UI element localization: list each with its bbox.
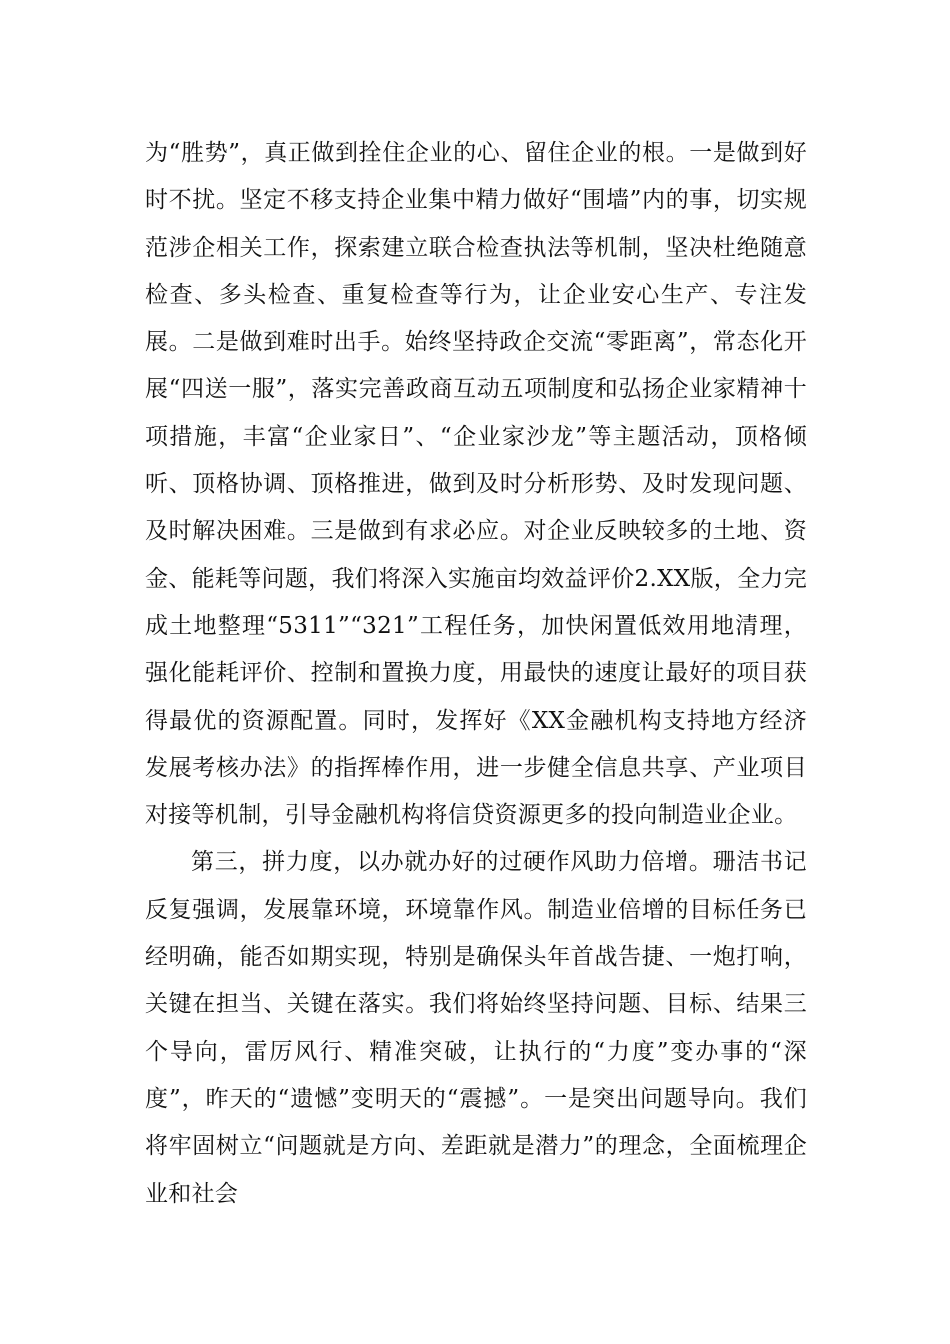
paragraph-continuation: 为“胜势”，真正做到拴住企业的心、留住企业的根。一是做到好时不扰。坚定不移支持企业集中精力做好“围墙”内的事，切实规范涉企相关工作，探索建立联合检查执法等机制，坚决杜绝随意检查、多头检查、重复检查等行为，让企业安心生产、专注发展。二是做到难时出手。始终坚持政企交流“零距离”，常态化开展“四送一服”，落实完善政商互动五项制度和弘扬企业家精神十项措施，丰富“企业家日”、“企业家沙龙”等主题活动，顶格倾听、顶格协调、顶格推进，做到及时分析形势、及时发现问题、及时解决困难。三是做到有求必应。对企业反映较多的土地、资金、能耗等问题，我们将深入实施亩均效益评价2.XX版，全力完成土地整理“5311”“321”工程任务，加快闲置低效用地清理，强化能耗评价、控制和置换力度，用最快的速度让最好的项目获得最优的资源配置。同时，发挥好《XX金融机构支持地方经济发展考核办法》的指挥棒作用，进一步健全信息共享、产业项目对接等机制，引导金融机构将信贷资源更多的投向制造业企业。 — [145, 140, 807, 829]
document-body — [145, 130, 807, 1218]
paragraph-third-point: 第三，拼力度，以办就办好的过硬作风助力倍增。珊洁书记反复强调，发展靠环境，环境靠作风。制造业倍增的目标任务已经明确，能否如期实现，特别是确保头年首战告捷、一炮打响，关键在担当、关键在落实。我们将始终坚持问题、目标、结果三个导向，雷厉风行、精准突破，让执行的“力度”变办事的“深度”，昨天的“遗憾”变明天的“震撼”。一是突出问题导向。我们将牢固树立“问题就是方向、差距就是潜力”的理念，全面梳理企业和社会 — [145, 849, 807, 1207]
